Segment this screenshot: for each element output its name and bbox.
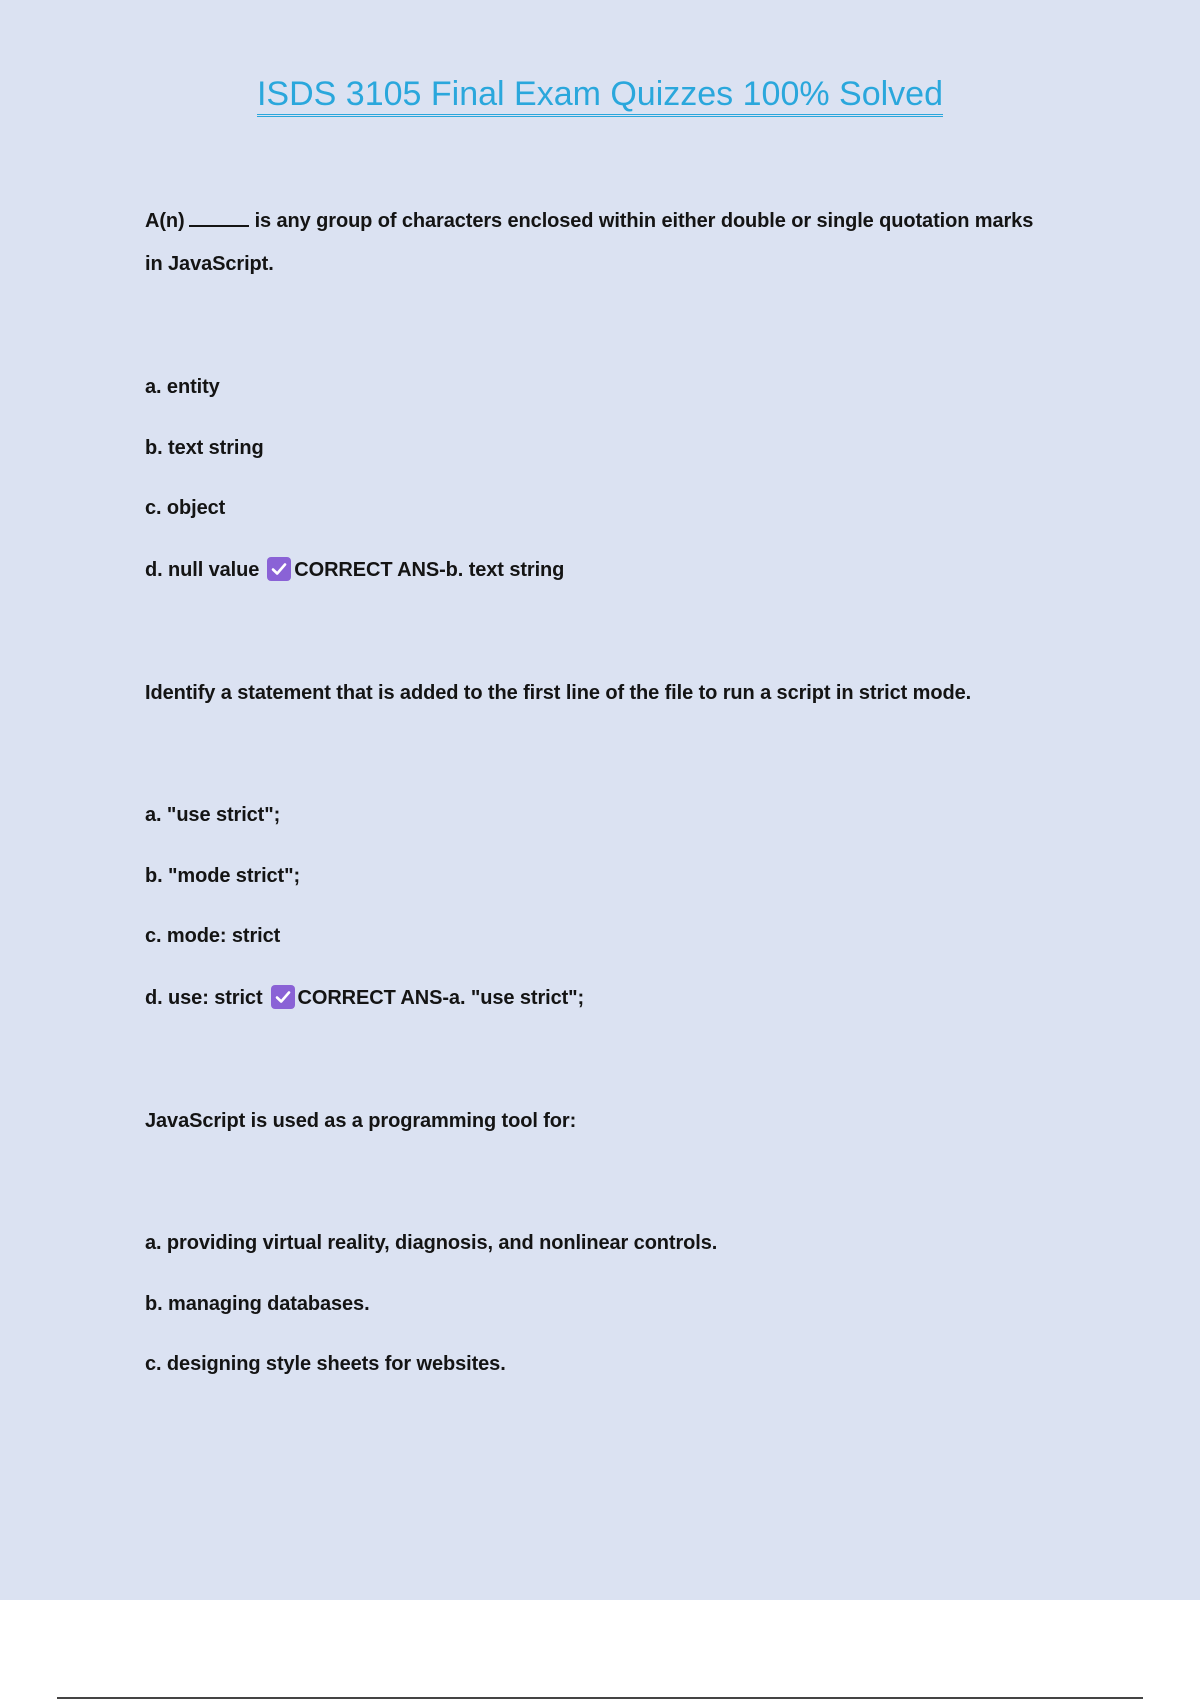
question-1-option-a: a. entity <box>145 376 220 398</box>
question-2-stem: Identify a statement that is added to the first line of the file to run a script in strict mode. <box>145 682 972 704</box>
question-1-stem-line-2: in JavaScript. <box>145 253 274 275</box>
question-1-stem-prefix: A(n) <box>145 210 185 232</box>
fill-in-blank <box>189 207 249 227</box>
question-3-option-b: b. managing databases. <box>145 1293 370 1315</box>
question-3-stem: JavaScript is used as a programming tool for: <box>145 1110 577 1132</box>
document-title-text: ISDS 3105 Final Exam Quizzes 100% Solved <box>257 75 943 117</box>
question-1-option-c: c. object <box>145 497 226 519</box>
footer-divider <box>57 1697 1143 1699</box>
question-1-option-d: d. null value <box>145 559 260 581</box>
question-2-option-d-row <box>145 985 584 1011</box>
question-1-answer: CORRECT ANS-b. text string <box>294 559 565 581</box>
document-title <box>0 72 1200 116</box>
question-1-option-d-row <box>145 557 564 583</box>
checkbox-checked-icon <box>271 985 295 1009</box>
question-1-option-b: b. text string <box>145 437 264 459</box>
question-3-option-a: a. providing virtual reality, diagnosis, and nonlinear controls. <box>145 1232 718 1254</box>
question-3-option-c: c. designing style sheets for websites. <box>145 1353 506 1375</box>
question-1-stem-rest: is any group of characters enclosed within either double or single quotation marks <box>254 210 1034 232</box>
question-2-option-c: c. mode: strict <box>145 925 281 947</box>
checkbox-checked-icon <box>267 557 291 581</box>
question-2-option-a: a. "use strict"; <box>145 804 281 826</box>
question-2-option-d: d. use: strict <box>145 987 263 1009</box>
question-2-option-b: b. "mode strict"; <box>145 865 301 887</box>
question-2-answer: CORRECT ANS-a. "use strict"; <box>297 987 585 1009</box>
question-1-stem <box>145 207 1033 234</box>
